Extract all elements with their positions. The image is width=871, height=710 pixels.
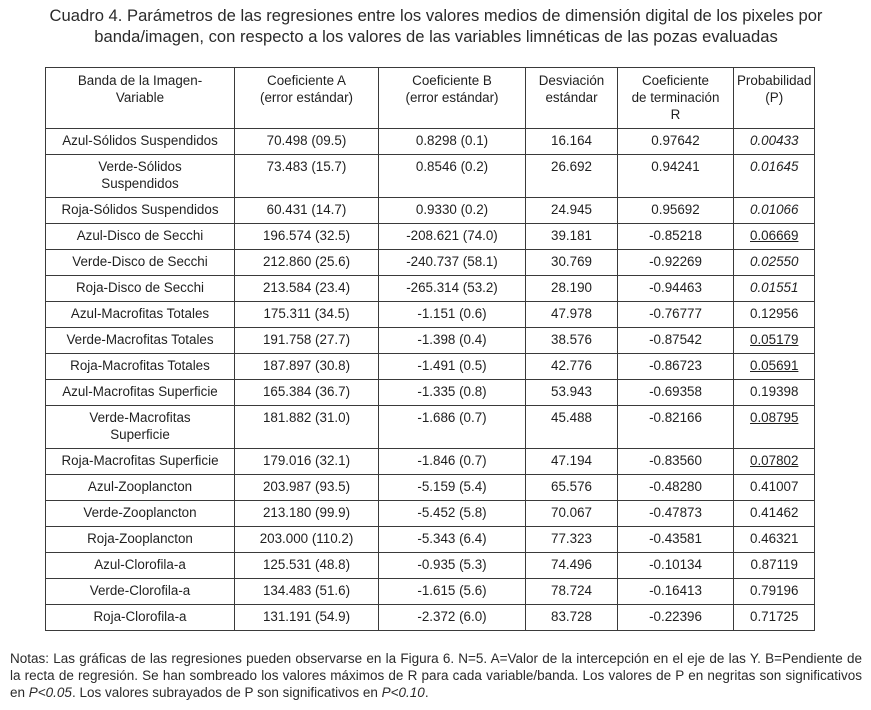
coef-r-cell: -0.85218 [618, 224, 734, 250]
coef-b-cell: -1.846 (0.7) [379, 449, 526, 475]
probability-cell: 0.01551 [734, 276, 815, 302]
table-row [46, 449, 815, 475]
coef-b-cell: -1.686 (0.7) [379, 406, 526, 449]
coef-a-cell: 60.431 (14.7) [235, 198, 379, 224]
probability-cell: 0.02550 [734, 250, 815, 276]
coef-b-cell: -5.452 (5.8) [379, 501, 526, 527]
probability-cell: 0.00433 [734, 129, 815, 155]
header-probability: Probabilidad (P) [734, 68, 815, 129]
table-row [46, 155, 815, 198]
std-dev-cell: 28.190 [526, 276, 618, 302]
coef-b-cell: 0.8546 (0.2) [379, 155, 526, 198]
header-coef-a: Coeficiente A (error estándar) [235, 68, 379, 129]
coef-r-cell: -0.87542 [618, 328, 734, 354]
table-row [46, 579, 815, 605]
coef-a-cell: 213.584 (23.4) [235, 276, 379, 302]
table-row [46, 224, 815, 250]
std-dev-cell: 78.724 [526, 579, 618, 605]
coef-r-cell: -0.43581 [618, 527, 734, 553]
std-dev-cell: 24.945 [526, 198, 618, 224]
table-row [46, 250, 815, 276]
probability-cell: 0.05179 [734, 328, 815, 354]
caption-line-2: banda/imagen, con respecto a los valores de las variables limnéticas de las pozas evaluadas [94, 27, 778, 46]
coef-r-cell: -0.94463 [618, 276, 734, 302]
table-caption [10, 5, 862, 47]
coef-a-cell: 191.758 (27.7) [235, 328, 379, 354]
regression-table [45, 67, 815, 631]
std-dev-cell: 53.943 [526, 380, 618, 406]
coef-r-cell: -0.16413 [618, 579, 734, 605]
variable-cell: Roja-Sólidos Suspendidos [46, 198, 235, 224]
table-row [46, 276, 815, 302]
coef-r-cell: -0.69358 [618, 380, 734, 406]
probability-cell: 0.06669 [734, 224, 815, 250]
coef-a-cell: 70.498 (09.5) [235, 129, 379, 155]
probability-cell: 0.01066 [734, 198, 815, 224]
probability-cell: 0.07802 [734, 449, 815, 475]
variable-cell: Azul-Disco de Secchi [46, 224, 235, 250]
variable-cell: Azul-Clorofila-a [46, 553, 235, 579]
coef-b-cell: -1.398 (0.4) [379, 328, 526, 354]
coef-r-cell: 0.95692 [618, 198, 734, 224]
probability-cell: 0.12956 [734, 302, 815, 328]
notes-text-3: . [424, 685, 429, 700]
table-row [46, 501, 815, 527]
coef-b-cell: -1.491 (0.5) [379, 354, 526, 380]
coef-b-cell: -5.159 (5.4) [379, 475, 526, 501]
variable-cell: Roja-Macrofitas Superficie [46, 449, 235, 475]
coef-b-cell: -5.343 (6.4) [379, 527, 526, 553]
probability-cell: 0.05691 [734, 354, 815, 380]
probability-cell: 0.87119 [734, 553, 815, 579]
coef-a-cell: 165.384 (36.7) [235, 380, 379, 406]
std-dev-cell: 30.769 [526, 250, 618, 276]
coef-r-cell: -0.92269 [618, 250, 734, 276]
std-dev-cell: 39.181 [526, 224, 618, 250]
coef-r-cell: -0.22396 [618, 605, 734, 631]
coef-b-cell: -1.151 (0.6) [379, 302, 526, 328]
coef-b-cell: -1.335 (0.8) [379, 380, 526, 406]
variable-cell: Verde-Macrofitas Totales [46, 328, 235, 354]
table-row [46, 198, 815, 224]
coef-b-cell: -265.314 (53.2) [379, 276, 526, 302]
coef-a-cell: 212.860 (25.6) [235, 250, 379, 276]
header-coef-b: Coeficiente B (error estándar) [379, 68, 526, 129]
coef-r-cell: -0.47873 [618, 501, 734, 527]
variable-cell: Verde-Clorofila-a [46, 579, 235, 605]
variable-cell: Azul-Sólidos Suspendidos [46, 129, 235, 155]
table-row [46, 406, 815, 449]
probability-cell: 0.71725 [734, 605, 815, 631]
variable-cell: Verde-Zooplancton [46, 501, 235, 527]
coef-a-cell: 125.531 (48.8) [235, 553, 379, 579]
std-dev-cell: 26.692 [526, 155, 618, 198]
table-row [46, 527, 815, 553]
coef-r-cell: -0.86723 [618, 354, 734, 380]
variable-cell: Azul-Zooplancton [46, 475, 235, 501]
coef-a-cell: 175.311 (34.5) [235, 302, 379, 328]
variable-cell: Roja-Disco de Secchi [46, 276, 235, 302]
coef-r-cell: 0.97642 [618, 129, 734, 155]
coef-r-cell: -0.82166 [618, 406, 734, 449]
std-dev-cell: 77.323 [526, 527, 618, 553]
table-row [46, 553, 815, 579]
coef-b-cell: -2.372 (6.0) [379, 605, 526, 631]
coef-r-cell: -0.10134 [618, 553, 734, 579]
std-dev-cell: 83.728 [526, 605, 618, 631]
variable-cell: Roja-Zooplancton [46, 527, 235, 553]
coef-a-cell: 73.483 (15.7) [235, 155, 379, 198]
table-row [46, 605, 815, 631]
table-row [46, 380, 815, 406]
table-row [46, 302, 815, 328]
coef-a-cell: 179.016 (32.1) [235, 449, 379, 475]
std-dev-cell: 45.488 [526, 406, 618, 449]
coef-r-cell: -0.83560 [618, 449, 734, 475]
notes-p010: P<0.10 [381, 685, 425, 700]
variable-cell: Roja-Clorofila-a [46, 605, 235, 631]
coef-a-cell: 134.483 (51.6) [235, 579, 379, 605]
probability-cell: 0.19398 [734, 380, 815, 406]
notes-p005: P<0.05 [28, 685, 72, 700]
coef-b-cell: -1.615 (5.6) [379, 579, 526, 605]
header-std-dev: Desviación estándar [526, 68, 618, 129]
header-coef-r: Coeficiente de terminación R [618, 68, 734, 129]
coef-r-cell: -0.76777 [618, 302, 734, 328]
table-notes [10, 650, 862, 701]
std-dev-cell: 16.164 [526, 129, 618, 155]
coef-a-cell: 203.987 (93.5) [235, 475, 379, 501]
coef-a-cell: 213.180 (99.9) [235, 501, 379, 527]
table-row [46, 475, 815, 501]
probability-cell: 0.41007 [734, 475, 815, 501]
table-row [46, 328, 815, 354]
variable-cell: Verde-Disco de Secchi [46, 250, 235, 276]
coef-a-cell: 196.574 (32.5) [235, 224, 379, 250]
coef-a-cell: 131.191 (54.9) [235, 605, 379, 631]
header-row [46, 68, 815, 129]
probability-cell: 0.01645 [734, 155, 815, 198]
coef-b-cell: 0.9330 (0.2) [379, 198, 526, 224]
probability-cell: 0.41462 [734, 501, 815, 527]
notes-text-2: . Los valores subrayados de P son significativos en [71, 685, 382, 700]
table-row [46, 129, 815, 155]
std-dev-cell: 47.194 [526, 449, 618, 475]
header-variable: Banda de la Imagen- Variable [46, 68, 235, 129]
probability-cell: 0.79196 [734, 579, 815, 605]
coef-r-cell: -0.48280 [618, 475, 734, 501]
variable-cell: Verde-Macrofitas Superficie [46, 406, 235, 449]
coef-a-cell: 187.897 (30.8) [235, 354, 379, 380]
std-dev-cell: 65.576 [526, 475, 618, 501]
coef-b-cell: -0.935 (5.3) [379, 553, 526, 579]
coef-a-cell: 203.000 (110.2) [235, 527, 379, 553]
coef-b-cell: 0.8298 (0.1) [379, 129, 526, 155]
notes-text-1: Notas: Las gráficas de las regresiones pueden observarse en la Figura 6. N=5. A=Valor de la intercepción en el eje de las Y. B=Pendiente de la recta de regresión. Se han sombreado los valores máximos de R para cada variable/banda. Los valores de P en negritas son significativos en [10, 651, 862, 700]
coef-a-cell: 181.882 (31.0) [235, 406, 379, 449]
probability-cell: 0.08795 [734, 406, 815, 449]
caption-line-1: Cuadro 4. Parámetros de las regresiones entre los valores medios de dimensión digital de los pixeles por [49, 6, 823, 25]
std-dev-cell: 42.776 [526, 354, 618, 380]
coef-b-cell: -208.621 (74.0) [379, 224, 526, 250]
variable-cell: Roja-Macrofitas Totales [46, 354, 235, 380]
variable-cell: Verde-Sólidos Suspendidos [46, 155, 235, 198]
std-dev-cell: 70.067 [526, 501, 618, 527]
coef-b-cell: -240.737 (58.1) [379, 250, 526, 276]
std-dev-cell: 38.576 [526, 328, 618, 354]
table-row [46, 354, 815, 380]
coef-r-cell: 0.94241 [618, 155, 734, 198]
std-dev-cell: 74.496 [526, 553, 618, 579]
probability-cell: 0.46321 [734, 527, 815, 553]
variable-cell: Azul-Macrofitas Totales [46, 302, 235, 328]
variable-cell: Azul-Macrofitas Superficie [46, 380, 235, 406]
std-dev-cell: 47.978 [526, 302, 618, 328]
